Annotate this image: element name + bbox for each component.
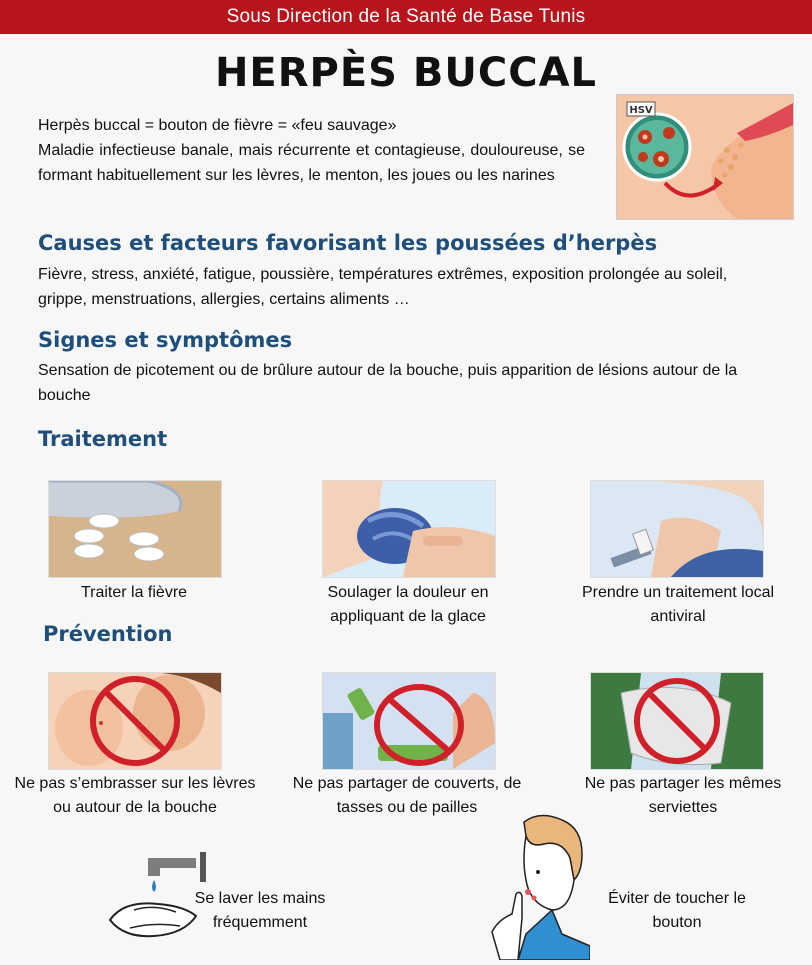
- banner-text: Sous Direction de la Santé de Base Tunis: [226, 6, 586, 27]
- hsv-label: HSV: [629, 105, 653, 116]
- signs-heading: Signes et symptômes: [38, 328, 293, 352]
- page-title: HERPÈS BUCCAL: [214, 50, 598, 96]
- ointment-icon: [590, 480, 764, 578]
- no-sharing-towels-icon: [590, 672, 764, 770]
- traitement-caption-1: Traiter la fièvre: [80, 584, 188, 601]
- traitement-heading: Traitement: [38, 427, 168, 451]
- no-kissing-icon: [48, 672, 222, 770]
- hsv-virus-illustration: [616, 94, 794, 220]
- hand-washing-caption: Se laver les mains fréquemment: [194, 890, 326, 931]
- traitement-caption-3: Prendre un traitement local antiviral: [581, 584, 775, 625]
- no-sharing-cups-icon: [322, 672, 496, 770]
- do-not-touch-icon: [478, 814, 590, 960]
- signs-text: Sensation de picotement ou de brûlure autour de la bouche, puis apparition de lésions autour de la bouche: [38, 362, 738, 404]
- header-banner: [0, 0, 812, 34]
- pills-icon: [48, 480, 222, 578]
- do-not-touch-caption: Éviter de toucher le bouton: [608, 890, 746, 931]
- prevention-caption-3: Ne pas partager les mêmes serviettes: [584, 775, 782, 816]
- causes-text: Fièvre, stress, anxiété, fatigue, poussière, températures extrêmes, exposition prolongée au soleil, grippe, menstruations, allergies, certains aliments …: [38, 266, 728, 308]
- intro-block: [38, 113, 585, 188]
- intro-description: Maladie infectieuse banale, mais récurrente et contagieuse, douloureuse, se formant habituellement sur les lèvres, le menton, les joues ou les narines: [38, 142, 585, 184]
- traitement-caption-2: Soulager la douleur en appliquant de la glace: [327, 584, 489, 625]
- prevention-caption-2: Ne pas partager de couverts, de tasses ou de pailles: [292, 775, 522, 816]
- intro-definition: Herpès buccal = bouton de fièvre = «feu sauvage»: [38, 117, 397, 134]
- ice-pack-icon: [322, 480, 496, 578]
- causes-heading: Causes et facteurs favorisant les poussées d’herpès: [38, 231, 658, 255]
- prevention-heading: Prévention: [43, 622, 173, 646]
- prevention-caption-1: Ne pas s’embrasser sur les lèvres ou autour de la bouche: [14, 775, 256, 816]
